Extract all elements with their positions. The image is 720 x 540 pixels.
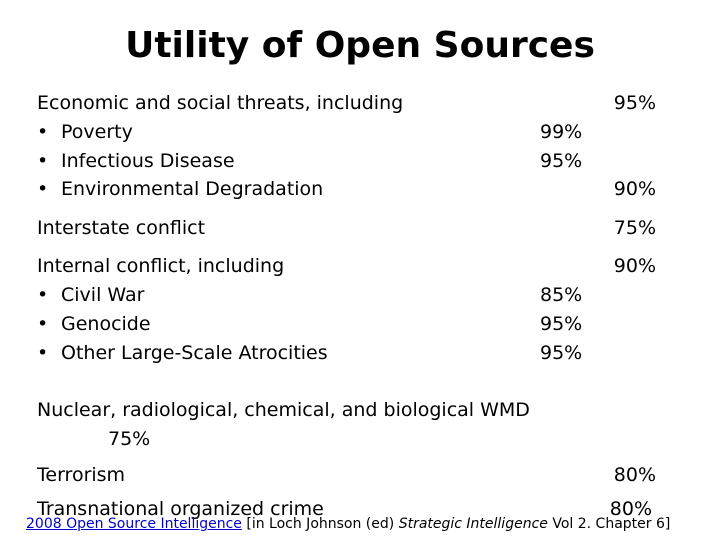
- bullet-icon: •: [37, 284, 49, 306]
- list-item-civil-war: [37, 283, 144, 307]
- section-value-internal: 90%: [613, 255, 656, 277]
- section-heading-interstate: Interstate conflict: [37, 217, 206, 239]
- citation-link[interactable]: 2008 Open Source Intelligence: [26, 516, 242, 532]
- list-item-label: Other Large-Scale Atrocities: [61, 342, 328, 364]
- list-item-label: Civil War: [61, 284, 145, 306]
- section-heading-terrorism: Terrorism: [37, 464, 126, 486]
- list-item-infectious-disease: [37, 149, 235, 173]
- section-heading-wmd: Nuclear, radiological, chemical, and biological WMD: [37, 399, 530, 421]
- list-item-poverty: [37, 120, 133, 144]
- list-item-value: 95%: [540, 313, 583, 335]
- section-value-wmd: 75%: [108, 428, 151, 450]
- citation-title: Strategic Intelligence: [398, 516, 548, 532]
- slide-title: Utility of Open Sources: [125, 25, 595, 66]
- list-item-value: 90%: [613, 178, 656, 200]
- list-item-value: 95%: [540, 150, 583, 172]
- section-value-terrorism: 80%: [613, 464, 656, 486]
- list-item-label: Infectious Disease: [61, 150, 235, 172]
- list-item-value: 99%: [540, 121, 583, 143]
- list-item-label: Genocide: [61, 313, 151, 335]
- citation-text-b: Vol 2. Chapter 6]: [547, 516, 671, 532]
- bullet-icon: •: [37, 150, 49, 172]
- bullet-icon: •: [37, 178, 49, 200]
- list-item-value: 85%: [540, 284, 583, 306]
- citation-text-a: [in Loch Johnson (ed): [241, 516, 399, 532]
- bullet-icon: •: [37, 342, 49, 364]
- citation-footer: [26, 514, 670, 534]
- section-value-economic: 95%: [613, 92, 656, 114]
- section-value-interstate: 75%: [613, 217, 656, 239]
- list-item-value: 95%: [540, 342, 583, 364]
- list-item-label: Poverty: [61, 121, 133, 143]
- section-heading-crime: Transnational organized crime: [37, 498, 324, 520]
- list-item-genocide: [37, 312, 151, 336]
- list-item-environmental-degradation: [37, 177, 323, 201]
- list-item-label: Environmental Degradation: [61, 178, 324, 200]
- section-value-crime: 80%: [609, 498, 652, 520]
- section-heading-internal: Internal conflict, including: [37, 255, 285, 277]
- bullet-icon: •: [37, 121, 49, 143]
- list-item-atrocities: [37, 341, 328, 365]
- bullet-icon: •: [37, 313, 49, 335]
- section-heading-economic: Economic and social threats, including: [37, 92, 404, 114]
